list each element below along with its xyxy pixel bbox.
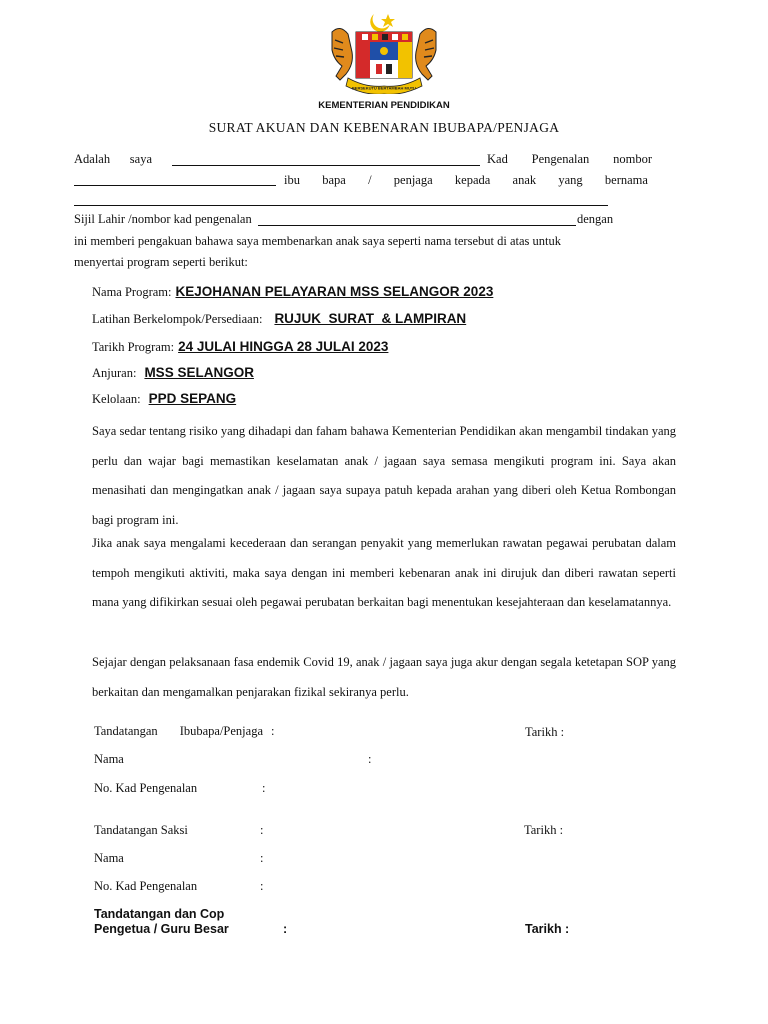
left-tiger-icon bbox=[332, 28, 352, 80]
ministry-name: KEMENTERIAN PENDIDIKAN bbox=[318, 100, 450, 111]
word: Ibubapa/Penjaga bbox=[179, 724, 263, 738]
training-value: RUJUK SURAT & LAMPIRAN bbox=[274, 311, 467, 326]
colon: : bbox=[262, 781, 266, 795]
word: saya bbox=[129, 152, 152, 166]
word: Tandatangan bbox=[94, 724, 158, 738]
word: penjaga bbox=[393, 173, 433, 187]
program-date-value: 24 JULAI HINGGA 28 JULAI 2023 bbox=[178, 339, 389, 354]
word: bernama bbox=[604, 173, 648, 187]
word: bapa bbox=[322, 173, 346, 187]
manager-row bbox=[92, 391, 236, 407]
principal-signature-label-2: Pengetua / Guru Besar bbox=[94, 922, 229, 936]
principal-date-label: Tarikh : bbox=[525, 922, 570, 936]
declaration-line-1-right bbox=[487, 152, 652, 167]
colon: : bbox=[368, 752, 372, 766]
shield-icon bbox=[356, 32, 412, 78]
program-name-row bbox=[92, 284, 493, 300]
colon: : bbox=[260, 879, 264, 893]
witness-name-label: Nama bbox=[94, 851, 124, 865]
word: anak bbox=[512, 173, 537, 187]
word: / bbox=[368, 173, 372, 187]
word: yang bbox=[558, 173, 583, 187]
witness-signature-label: Tandatangan Saksi bbox=[94, 823, 188, 837]
colon: : bbox=[260, 823, 264, 837]
colon: : bbox=[271, 724, 275, 738]
star-icon bbox=[381, 14, 395, 27]
manager-value: PPD SEPANG bbox=[148, 391, 237, 406]
dengan-text: dengan bbox=[577, 212, 614, 226]
child-ic-blank[interactable] bbox=[258, 225, 576, 226]
form-title: SURAT AKUAN DAN KEBENARAN IBUBAPA/PENJAGA bbox=[208, 120, 560, 135]
motto-text: BERSEKUTU BERTAMBAH MUTU bbox=[351, 85, 417, 91]
word: Kad bbox=[487, 152, 508, 166]
birth-cert-label: Sijil Lahir /nombor kad pengenalan bbox=[74, 212, 252, 226]
malaysia-coat-of-arms-logo bbox=[326, 10, 442, 94]
right-tiger-icon bbox=[416, 28, 436, 80]
parent-ic-blank[interactable] bbox=[74, 185, 276, 186]
program-date-label: Tarikh Program: bbox=[92, 340, 175, 354]
word: Adalah bbox=[74, 152, 111, 166]
child-name-blank[interactable] bbox=[74, 205, 608, 206]
paragraph-covid-sop: Sejajar dengan pelaksanaan fasa endemik Covid 19, anak / jagaan saya juga akur dengan segala ketetapan SOP yang berkaitan dan mengamalkan penjarakan fizikal sekiranya perlu. bbox=[92, 655, 676, 699]
training-row bbox=[92, 311, 466, 327]
declaration-line-2 bbox=[284, 173, 648, 188]
organizer-label: Anjuran: bbox=[92, 366, 137, 380]
word: kepada bbox=[454, 173, 491, 187]
program-name-label: Nama Program: bbox=[92, 285, 172, 299]
organizer-row bbox=[92, 365, 254, 381]
parent-signature-label bbox=[94, 724, 263, 739]
word: nombor bbox=[613, 152, 652, 166]
declaration-line-5: ini memberi pengakuan bahawa saya membenarkan anak saya seperti nama tersebut di atas untuk bbox=[74, 234, 561, 248]
parent-name-blank[interactable] bbox=[172, 165, 480, 166]
organizer-value: MSS SELANGOR bbox=[144, 365, 254, 380]
manager-label: Kelolaan: bbox=[92, 392, 141, 406]
paragraph-medical-consent: Jika anak saya mengalami kecederaan dan serangan penyakit yang memerlukan rawatan pegawai perubatan dalam tempoh mengikuti aktiviti, maka saya dengan ini memberi kebenaran anak ini dirujuk dan diberi rawatan seperti mana yang difikirkan sesuai oleh pegawai perubatan berkaitan bagi menentukan kesejahteraan dan keselamatannya. bbox=[92, 536, 676, 609]
word: Pengenalan bbox=[531, 152, 590, 166]
declaration-line-6: menyertai program seperti berikut: bbox=[74, 255, 248, 269]
colon: : bbox=[260, 851, 264, 865]
training-label: Latihan Berkelompok/Persediaan: bbox=[92, 312, 263, 326]
declaration-line-1-left bbox=[74, 152, 152, 167]
parent-name-label: Nama bbox=[94, 752, 124, 766]
witness-ic-label: No. Kad Pengenalan bbox=[94, 879, 198, 893]
parent-date-label: Tarikh : bbox=[525, 725, 565, 739]
principal-signature-label-1: Tandatangan dan Cop bbox=[94, 907, 225, 921]
program-date-row bbox=[92, 339, 388, 355]
witness-date-label: Tarikh : bbox=[524, 823, 564, 837]
colon: : bbox=[283, 922, 288, 936]
paragraph-risk-awareness: Saya sedar tentang risiko yang dihadapi dan faham bahawa Kementerian Pendidikan akan mengambil tindakan yang perlu dan wajar bagi memastikan keselamatan anak / jagaan saya semasa mengikuti program ini. Saya akan menasihati dan mengingatkan anak / jagaan saya supaya patuh kepada arahan yang diberi oleh Ketua Rombongan bagi program ini. bbox=[92, 424, 676, 527]
program-name-value: KEJOHANAN PELAYARAN MSS SELANGOR 2023 bbox=[175, 284, 494, 299]
word: ibu bbox=[284, 173, 300, 187]
parent-ic-label: No. Kad Pengenalan bbox=[94, 781, 198, 795]
